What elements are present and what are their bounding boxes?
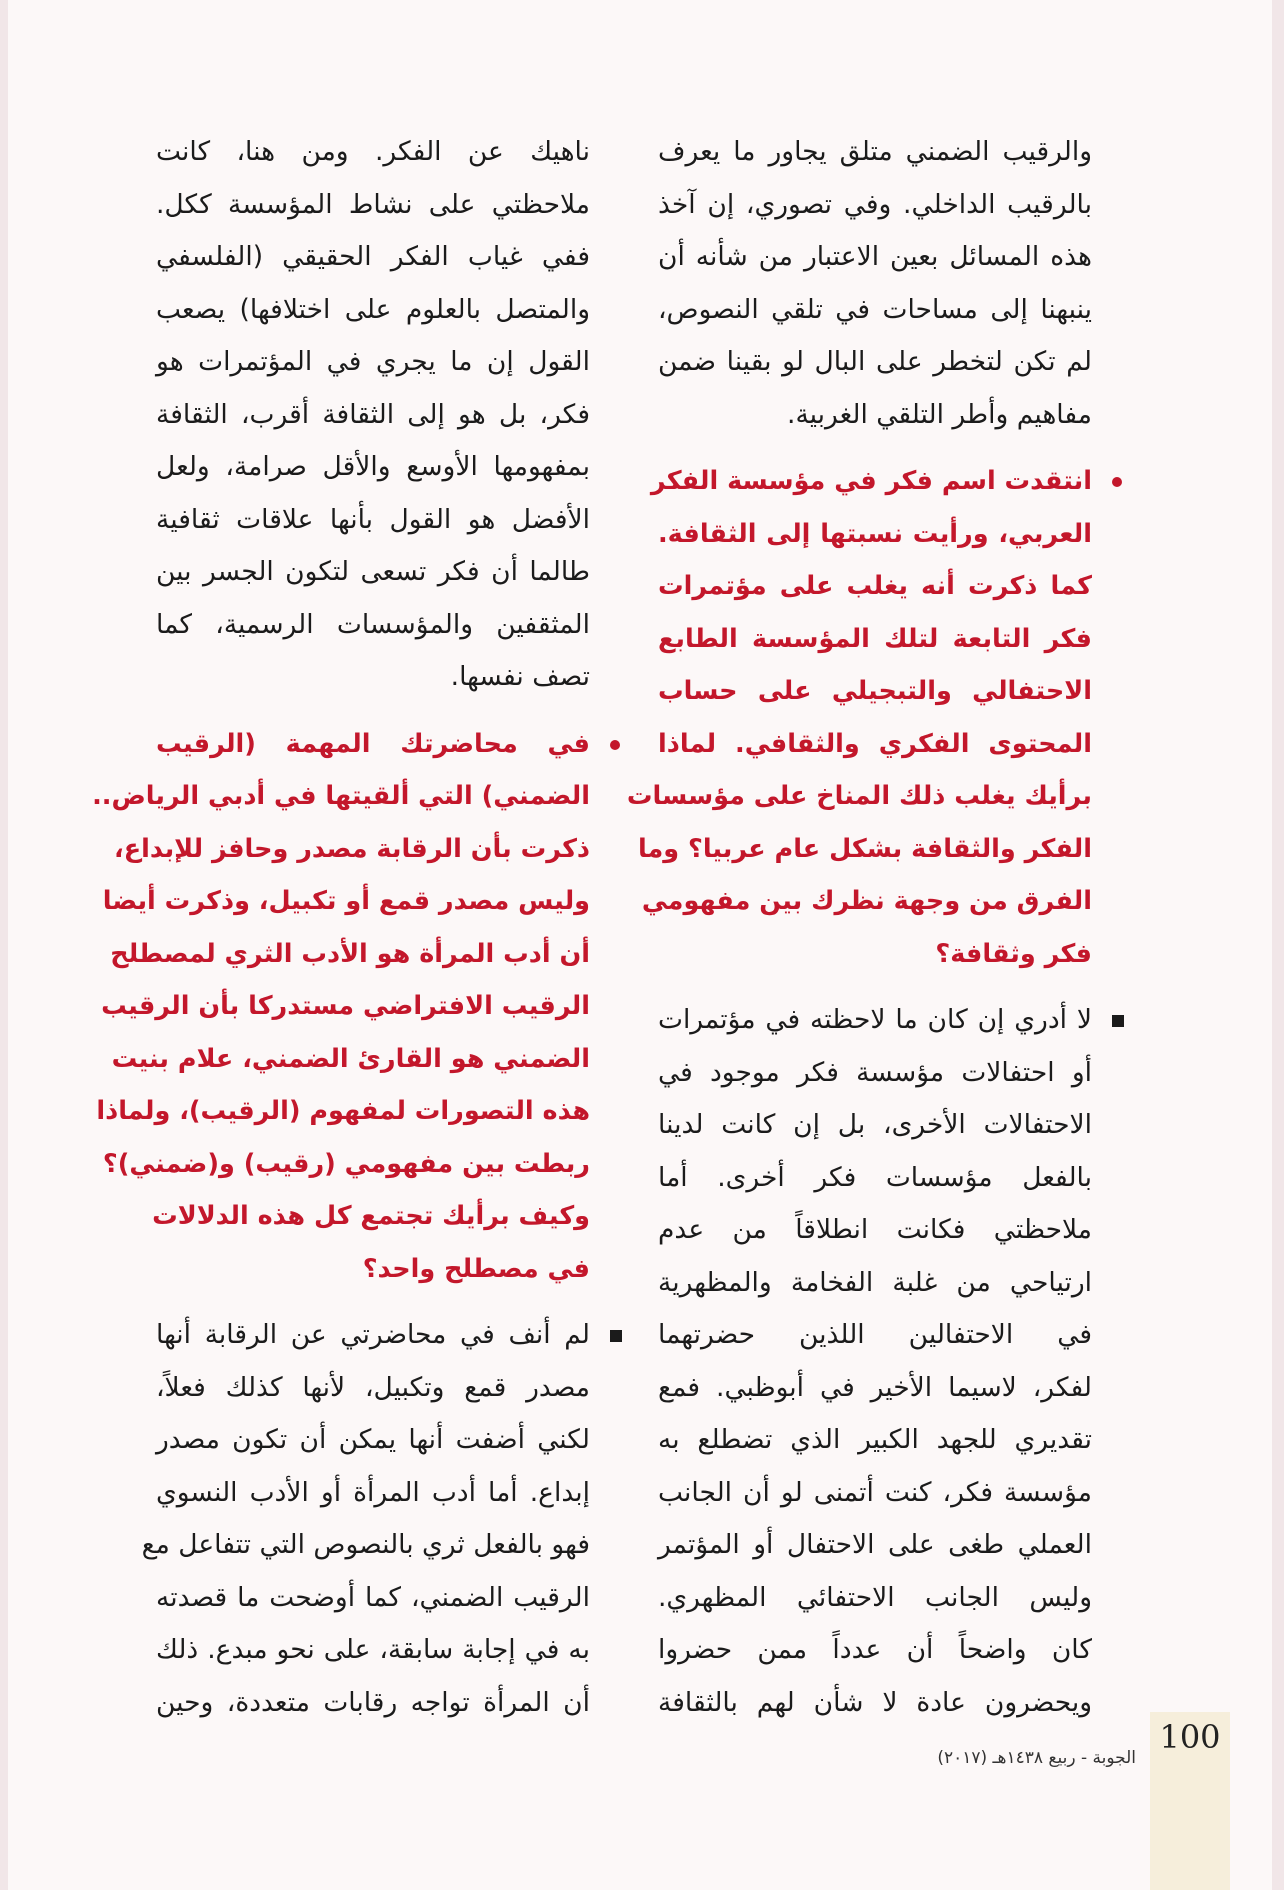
text-line: في محاضرتك المهمة (الرقيب: [156, 728, 590, 759]
text-line: ففي غياب الفكر الحقيقي (الفلسفي: [156, 241, 590, 272]
text-line: تقديري للجهد الكبير الذي تضطلع به: [658, 1424, 1092, 1455]
text-line: بالفعل مؤسسات فكر أخرى. أما: [658, 1161, 1092, 1193]
text-line: ارتياحي من غلبة الفخامة والمظهرية: [658, 1266, 1092, 1298]
text-line: أن أدب المرأة هو الأدب الثري لمصطلح: [110, 938, 590, 969]
text-line: بالرقيب الداخلي. وفي تصوري، إن آخذ: [658, 188, 1092, 220]
text-line: لا أدري إن كان ما لاحظته في مؤتمرات: [658, 1004, 1092, 1035]
text-line: وكيف برأيك تجتمع كل هذه الدلالات: [152, 1201, 590, 1231]
text-line: الرقيب الضمني، كما أوضحت ما قصدته: [156, 1581, 590, 1613]
text-line: العربي، ورأيت نسبتها إلى الثقافة.: [658, 518, 1092, 549]
text-line: هذه المسائل بعين الاعتبار من شأنه أن: [658, 241, 1092, 272]
text-line: بمفهومها الأوسع والأقل صرامة، ولعل: [156, 451, 590, 482]
text-line: ملاحظتي على نشاط المؤسسة ككل.: [156, 188, 590, 220]
text-line: لم أنف في محاضرتي عن الرقابة أنها: [156, 1319, 590, 1350]
text-line: لم تكن لتخطر على البال لو بقينا ضمن: [658, 346, 1092, 377]
answer-bullet-icon: [610, 1330, 622, 1342]
text-line: ويحضرون عادة لا شأن لهم بالثقافة: [658, 1686, 1092, 1718]
text-line: انتقدت اسم فكر في مؤسسة الفكر: [650, 466, 1092, 496]
text-line: وليس مصدر قمع أو تكبيل، وذكرت أيضا: [102, 886, 590, 916]
text-line: تصف نفسها.: [450, 661, 590, 692]
text-line: والمتصل بالعلوم على اختلافها) يصعب: [156, 293, 590, 325]
text-line: هذه التصورات لمفهوم (الرقيب)، ولماذا: [96, 1096, 590, 1126]
question-block: [626, 455, 1092, 980]
text-line: طالما أن فكر تسعى لتكون الجسر بين: [156, 556, 590, 587]
text-line: كان واضحاً أن عدداً ممن حضروا: [658, 1634, 1092, 1665]
text-line: مفاهيم وأطر التلقي الغربية.: [787, 398, 1092, 430]
text-line: ناهيك عن الفكر. ومن هنا، كانت: [156, 136, 590, 167]
answer-bullet-icon: [1112, 1015, 1124, 1027]
text-line: الفكر والثقافة بشكل عام عربيا؟ وما: [637, 833, 1092, 864]
page-number: 100: [1159, 1718, 1221, 1756]
text-line: وليس الجانب الاحتفائي المظهري.: [658, 1581, 1092, 1613]
text-line: والرقيب الضمني متلق يجاور ما يعرف: [658, 136, 1092, 167]
text-line: فكر، بل هو إلى الثقافة أقرب، الثقافة: [156, 398, 590, 430]
text-line: المحتوى الفكري والثقافي. لماذا: [658, 728, 1092, 759]
text-line: مؤسسة فكر، كنت أتمنى لو أن الجانب: [658, 1476, 1092, 1508]
page-edge-left: [0, 0, 8, 1890]
text-line: برأيك يغلب ذلك المناخ على مؤسسات: [626, 781, 1092, 811]
text-line: فكر وثقافة؟: [935, 938, 1092, 969]
paragraph-block: [156, 126, 590, 704]
text-line: الضمني هو القارئ الضمني، علام بنيت: [111, 1043, 590, 1074]
issue-info: الجوبة - ربيع ١٤٣٨هـ (٢٠١٧): [937, 1748, 1136, 1768]
text-line: إبداع. أما أدب المرأة أو الأدب النسوي: [156, 1476, 590, 1508]
text-line: به في إجابة سابقة، على نحو مبدع. ذلك: [156, 1634, 590, 1665]
answer-block: [141, 1309, 590, 1729]
right-column: [626, 126, 1092, 1743]
text-line: الفرق من وجهة نظرك بين مفهومي: [641, 886, 1092, 916]
text-line: ذكرت بأن الرقابة مصدر وحافز للإبداع،: [114, 833, 590, 864]
text-line: الرقيب الافتراضي مستدركا بأن الرقيب: [101, 991, 590, 1021]
text-line: في الاحتفالين اللذين حضرتهما: [658, 1319, 1092, 1350]
text-line: لفكر، لاسيما الأخير في أبوظبي. فمع: [658, 1371, 1092, 1403]
question-bullet-icon: [610, 740, 620, 750]
text-line: ينبهنا إلى مساحات في تلقي النصوص،: [658, 293, 1092, 325]
text-line: أو احتفالات مؤسسة فكر موجود في: [658, 1056, 1092, 1088]
text-line: في مصطلح واحد؟: [362, 1253, 590, 1284]
text-line: لكني أضفت أنها يمكن أن تكون مصدر: [156, 1424, 590, 1455]
text-line: الاحتفالي والتبجيلي على حساب: [658, 676, 1092, 706]
text-line: الاحتفالات الأخرى، بل إن كانت لدينا: [658, 1109, 1092, 1140]
question-bullet-icon: [1112, 477, 1122, 487]
page-edge-right: [1272, 0, 1284, 1890]
text-line: الضمني) التي ألقيتها في أدبي الرياض..: [92, 781, 590, 811]
text-line: المثقفين والمؤسسات الرسمية، كما: [156, 608, 590, 640]
text-line: كما ذكرت أنه يغلب على مؤتمرات: [658, 571, 1092, 601]
text-line: ملاحظتي فكانت انطلاقاً من عدم: [658, 1214, 1092, 1245]
text-line: القول إن ما يجري في المؤتمرات هو: [156, 346, 590, 377]
text-line: فهو بالفعل ثري بالنصوص التي تتفاعل مع: [141, 1529, 590, 1560]
answer-block: [658, 994, 1092, 1729]
paragraph-block: [658, 126, 1092, 441]
text-line: أن المرأة تواجه رقابات متعددة، وحين: [156, 1686, 590, 1718]
left-column: [92, 126, 590, 1743]
text-line: العملي طغى على الاحتفال أو المؤتمر: [658, 1529, 1092, 1560]
question-block: [92, 718, 590, 1296]
text-line: الأفضل هو القول بأنها علاقات ثقافية: [156, 503, 590, 535]
text-line: ربطت بين مفهومي (رقيب) و(ضمني)؟: [102, 1148, 590, 1179]
text-line: فكر التابعة لتلك المؤسسة الطابع: [658, 623, 1092, 654]
text-line: مصدر قمع وتكبيل، لأنها كذلك فعلاً،: [156, 1371, 590, 1403]
